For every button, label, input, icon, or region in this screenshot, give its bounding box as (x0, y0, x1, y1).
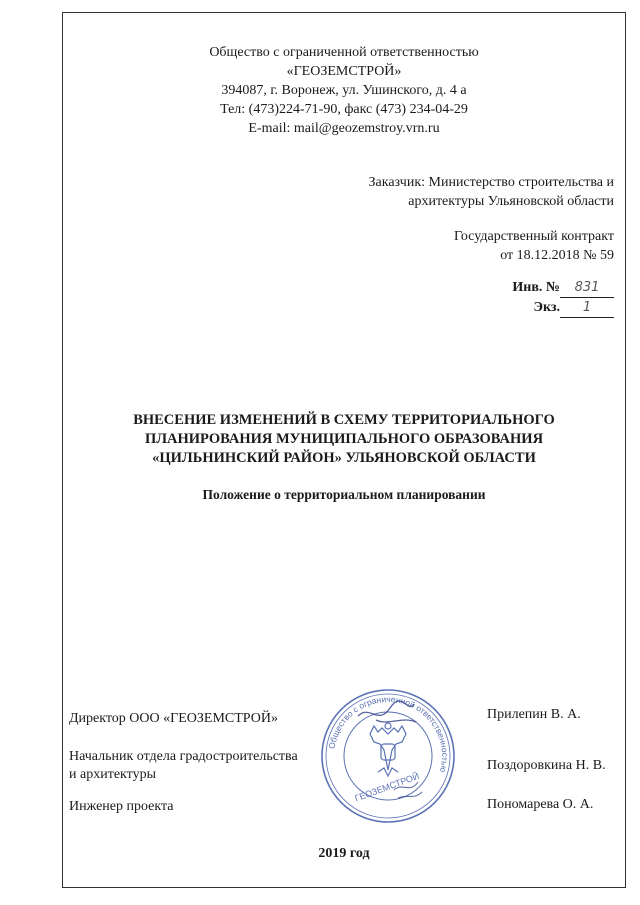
org-email: E-mail: mail@geozemstroy.vrn.ru (248, 121, 440, 136)
customer-line-2: архитектуры Ульяновской области (408, 194, 614, 209)
engineer-title: Инженер проекта (69, 799, 174, 814)
inventory-block (512, 278, 614, 318)
document-subtitle: Положение о территориальном планировании (202, 487, 486, 502)
inventory-number-label: Инв. № (512, 280, 560, 295)
company-seal-stamp (318, 686, 458, 826)
director-title: Директор ООО «ГЕОЗЕМСТРОЙ» (69, 711, 278, 726)
svg-text:ГЕОЗЕМСТРОЙ: ГЕОЗЕМСТРОЙ (353, 770, 421, 804)
org-phone: Тел: (473)224-71-90, факс (473) 234-04-29 (220, 102, 468, 117)
head-title-line-2: и архитектуры (69, 767, 156, 782)
org-address: 394087, г. Воронеж, ул. Ушинского, д. 4 а (221, 83, 467, 98)
customer-line-1: Заказчик: Министерство строительства и (368, 175, 614, 190)
head-title-line-1: Начальник отдела градостроительства (69, 749, 298, 764)
engineer-name: Пономарева О. А. (487, 797, 594, 812)
org-type: Общество с ограниченной ответственностью (209, 45, 479, 60)
contract-line-2: от 18.12.2018 № 59 (500, 248, 614, 263)
document-title (62, 411, 626, 468)
contract-block (454, 227, 614, 265)
copy-number-label: Экз. (533, 300, 560, 315)
title-line-2: ПЛАНИРОВАНИЯ МУНИЦИПАЛЬНОГО ОБРАЗОВАНИЯ (144, 431, 544, 447)
inventory-number-row (512, 278, 614, 298)
customer-block (369, 173, 615, 211)
inventory-number-value: 831 (560, 278, 614, 298)
document-year: 2019 год (318, 846, 370, 861)
org-name: «ГЕОЗЕМСТРОЙ» (286, 64, 402, 79)
head-title (69, 748, 298, 784)
title-line-1: ВНЕСЕНИЕ ИЗМЕНЕНИЙ В СХЕМУ ТЕРРИТОРИАЛЬНОГО (133, 412, 555, 428)
copy-number-row (512, 298, 614, 318)
eagle-emblem-icon (370, 723, 406, 776)
title-line-3: «ЦИЛЬНИНСКИЙ РАЙОН» УЛЬЯНОВСКОЙ ОБЛАСТИ (152, 450, 536, 466)
director-name: Прилепин В. А. (487, 707, 581, 722)
contract-line-1: Государственный контракт (454, 229, 614, 244)
svg-text:Общество с ограниченной ответс: Общество с ограниченной ответственностью (326, 693, 451, 774)
copy-number-value: 1 (560, 298, 614, 318)
head-name: Поздоровкина Н. В. (487, 758, 606, 773)
organization-header (62, 43, 626, 138)
